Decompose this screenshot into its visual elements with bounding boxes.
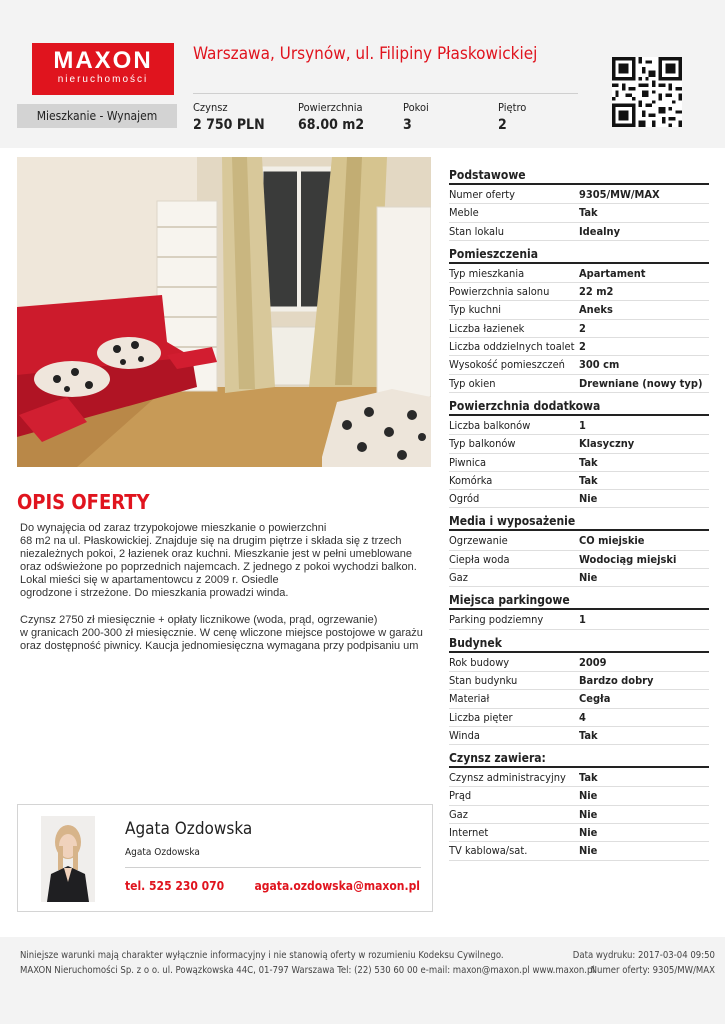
detail-row [449, 709, 709, 727]
divider [125, 867, 421, 868]
stat-rooms [403, 101, 429, 133]
details-section [449, 593, 709, 629]
divider [193, 93, 578, 94]
detail-value: Wodociąg miejski [579, 552, 677, 566]
detail-key: Liczba łazienek [449, 321, 525, 335]
footer-meta [573, 948, 715, 978]
stat-label: Powierzchnia [298, 101, 363, 114]
detail-row [449, 472, 709, 490]
detail-value: Aneks [579, 303, 613, 317]
stat-value: 2 [498, 117, 507, 133]
detail-value: 2 [579, 340, 586, 354]
details-section [449, 247, 709, 393]
footer-legal [20, 948, 595, 978]
stat-area [298, 101, 364, 133]
detail-key: Parking podziemny [449, 613, 544, 627]
agent-card [17, 804, 433, 912]
detail-value: 2009 [579, 655, 607, 669]
footer-offer-number: Numer oferty: 9305/MW/MAX [590, 965, 715, 976]
detail-value: CO miejskie [579, 534, 645, 548]
stat-floor [498, 101, 526, 133]
detail-value: Drewniane (nowy typ) [579, 376, 703, 390]
detail-key: Ciepła woda [449, 552, 510, 566]
detail-row [449, 569, 709, 587]
detail-value: 9305/MW/MAX [579, 188, 660, 201]
stat-label: Piętro [498, 101, 527, 114]
section-title: Miejsca parkingowe [449, 593, 709, 610]
detail-key: Gaz [449, 571, 468, 585]
footer-disclaimer: Niniejsze warunki mają charakter wyłącznie informacyjny i nie stanowią oferty w rozumieniu Kodeksu Cywilnego. [20, 950, 504, 961]
stat-value: 68.00 m2 [298, 117, 365, 133]
detail-key: Materiał [449, 692, 490, 706]
agent-avatar [41, 816, 95, 902]
detail-row [449, 204, 709, 222]
detail-value: Tak [579, 473, 598, 487]
detail-row [449, 551, 709, 569]
detail-value: 1 [579, 613, 586, 627]
logo-subtext: nieruchomości [57, 74, 149, 85]
detail-value: 2 [579, 321, 586, 335]
detail-value: Nie [579, 789, 598, 803]
detail-value: Tak [579, 728, 598, 742]
agent-name: Agata Ozdowska [125, 819, 253, 839]
detail-value: 22 m2 [579, 285, 614, 299]
detail-row [449, 806, 709, 824]
detail-key: Rok budowy [449, 655, 510, 669]
details-section [449, 636, 709, 745]
detail-key: Typ okien [449, 376, 496, 390]
detail-row [449, 842, 709, 860]
detail-value: Cegła [579, 692, 611, 706]
offer-type-badge: Mieszkanie - Wynajem [17, 104, 177, 128]
header-band [0, 0, 725, 148]
agent-phone-link[interactable]: tel. 525 230 070 [125, 879, 225, 893]
details-panel [449, 168, 709, 867]
property-address: Warszawa, Ursynów, ul. Filipiny Płaskowickiej [193, 44, 538, 64]
detail-row [449, 223, 709, 241]
detail-key: Typ kuchni [449, 303, 502, 317]
agent-subtitle: Agata Ozdowska [125, 847, 200, 858]
section-title: Pomieszczenia [449, 247, 709, 264]
stat-value: 3 [403, 117, 412, 133]
detail-row [449, 454, 709, 472]
detail-key: Wysokość pomieszczeń [449, 358, 565, 372]
maxon-logo[interactable] [32, 43, 174, 95]
detail-row [449, 186, 709, 204]
detail-row [449, 727, 709, 745]
detail-value: Klasyczny [579, 437, 635, 451]
detail-value: 300 cm [579, 358, 620, 372]
stat-label: Pokoi [403, 101, 429, 114]
description-paragraph: Czynsz 2750 zł miesięcznie + opłaty licznikowe (woda, prąd, ogrzewanie) w granicach 200-300 zł miesięcznie. W cenę wliczone miejsce postojowe w garażu oraz dostępność piwnicy. Kaucja jednomiesięczna wymagana przy podpisaniu um [20, 614, 423, 652]
detail-key: Liczba pięter [449, 710, 513, 724]
detail-key: Prąd [449, 789, 472, 803]
details-section [449, 168, 709, 241]
detail-key: Czynsz administracyjny [449, 771, 566, 785]
footer [0, 937, 725, 1024]
agent-email-link[interactable]: agata.ozdowska@maxon.pl [254, 879, 420, 893]
logo-text: MAXON [53, 47, 153, 74]
detail-value: Apartament [579, 266, 646, 280]
detail-row [449, 338, 709, 356]
footer-company: MAXON Nieruchomości Sp. z o o. ul. Powązkowska 44C, 01-797 Warszawa Tel: (22) 530 60 00 e-mail: maxon@maxon.pl www.maxon.pl [20, 965, 595, 976]
detail-row [449, 672, 709, 690]
detail-key: Stan lokalu [449, 224, 505, 238]
detail-row [449, 435, 709, 453]
description-paragraph: Do wynajęcia od zaraz trzypokojowe mieszkanie o powierzchni 68 m2 na ul. Płaskowickiej. Znajduje się na drugim piętrze i składa się z trzech niezależnych pokoi, 2 łazienek oraz kuchni. Mieszkanie jest w pełni umeblowane oraz odświeżone po poprzednich najemcach. Z jednego z pokoi wychodzi balkon. Lokal mieści się w apartamentowcu z 2009 r. Osiedle ogrodzone i strzeżone. Do mieszkania prowadzi winda. [20, 522, 417, 599]
detail-row [449, 417, 709, 435]
detail-key: Numer oferty [449, 188, 516, 201]
detail-row [449, 769, 709, 787]
detail-row [449, 824, 709, 842]
detail-key: Liczba balkonów [449, 418, 531, 432]
detail-row [449, 611, 709, 629]
detail-key: Internet [449, 826, 489, 840]
detail-row [449, 320, 709, 338]
detail-value: Nie [579, 844, 598, 858]
detail-key: Winda [449, 728, 480, 742]
stat-label: Czynsz [193, 101, 228, 114]
detail-key: Typ balkonów [449, 437, 516, 451]
detail-row [449, 301, 709, 319]
detail-value: Nie [579, 571, 598, 585]
detail-row [449, 690, 709, 708]
detail-key: TV kablowa/sat. [449, 844, 528, 858]
detail-key: Stan budynku [449, 673, 518, 687]
stat-value: 2 750 PLN [193, 117, 265, 133]
detail-value: Nie [579, 807, 598, 821]
detail-value: 4 [579, 710, 586, 724]
detail-key: Typ mieszkania [449, 266, 525, 280]
section-title: Budynek [449, 636, 709, 653]
detail-row [449, 375, 709, 393]
detail-value: Tak [579, 206, 598, 220]
section-title: Media i wyposażenie [449, 514, 709, 531]
detail-value: 1 [579, 418, 586, 432]
detail-key: Gaz [449, 807, 468, 821]
qr-code-icon[interactable] [612, 57, 682, 127]
detail-key: Liczba oddzielnych toalet [449, 340, 575, 354]
detail-value: Tak [579, 771, 598, 785]
detail-key: Ogrzewanie [449, 534, 508, 548]
details-section [449, 751, 709, 860]
detail-row [449, 654, 709, 672]
detail-value: Bardzo dobry [579, 673, 654, 687]
detail-key: Ogród [449, 492, 480, 506]
property-photo[interactable] [17, 157, 431, 467]
detail-row [449, 283, 709, 301]
description-text [20, 522, 432, 667]
details-section [449, 399, 709, 508]
detail-value: Nie [579, 492, 598, 506]
details-section [449, 514, 709, 587]
section-title: Czynsz zawiera: [449, 751, 709, 768]
section-title: Powierzchnia dodatkowa [449, 399, 709, 416]
detail-row [449, 532, 709, 550]
detail-value: Idealny [579, 224, 621, 238]
detail-key: Piwnica [449, 455, 487, 469]
detail-key: Komórka [449, 473, 493, 487]
detail-value: Tak [579, 455, 598, 469]
print-date: Data wydruku: 2017-03-04 09:50 [572, 950, 715, 961]
detail-row [449, 490, 709, 508]
detail-row [449, 787, 709, 805]
detail-row [449, 356, 709, 374]
detail-value: Nie [579, 826, 598, 840]
detail-key: Powierzchnia salonu [449, 285, 550, 299]
detail-row [449, 265, 709, 283]
description-title: OPIS OFERTY [17, 490, 150, 514]
detail-key: Meble [449, 206, 479, 220]
stat-price [193, 101, 265, 133]
section-title: Podstawowe [449, 168, 709, 185]
